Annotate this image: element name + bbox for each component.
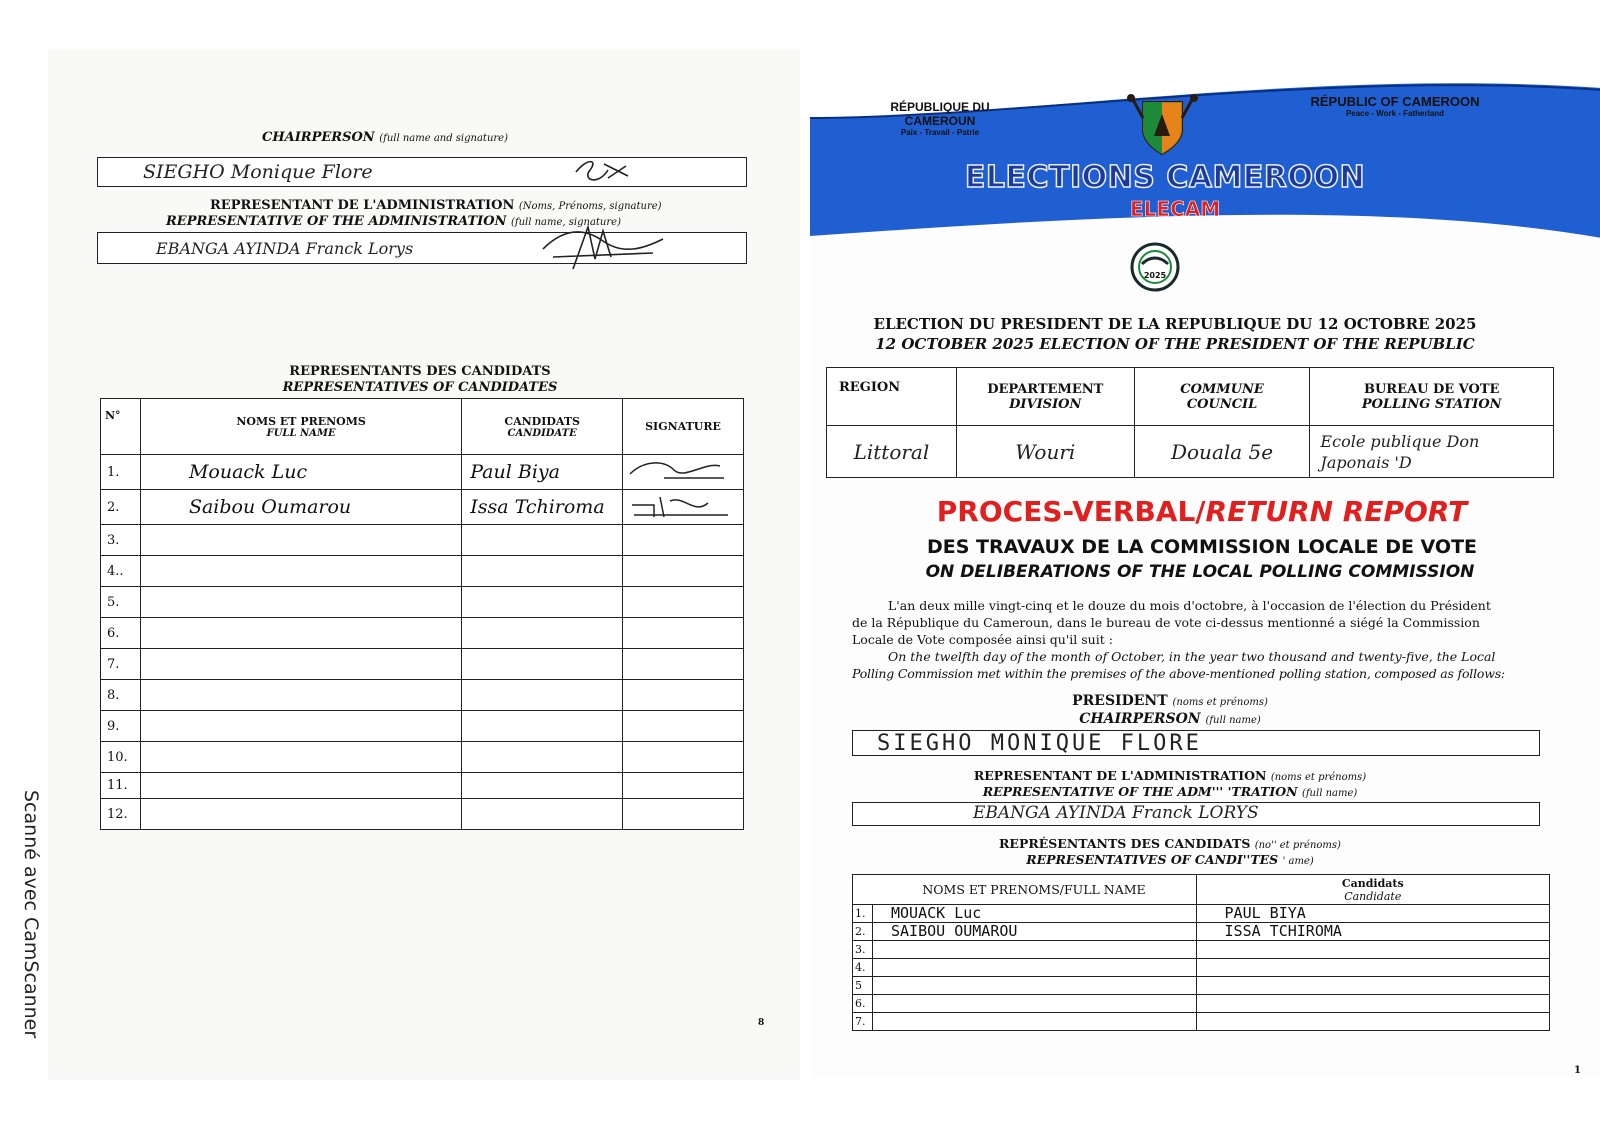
table-row [101,587,744,618]
chairperson-label: CHAIRPERSON (full name) [1079,711,1261,727]
report-title-fr: PROCES-VERBAL/ [936,495,1206,528]
header-right [1300,94,1490,118]
row-candidate[interactable] [1196,1013,1549,1031]
row-signature[interactable] [623,799,744,830]
header-left-motto: Paix - Travail - Patrie [900,128,980,137]
row-number: 5 [853,977,873,995]
header-right-motto: Peace - Work - Fatherland [1345,109,1445,118]
table-row [101,742,744,773]
row-signature[interactable] [623,711,744,742]
left-page-number: 8 [758,1018,765,1028]
table-row [101,773,744,799]
row-candidate[interactable]: Paul Biya [462,455,623,490]
org-name: ELECTIONS CAMEROON [964,160,1366,195]
col-candidates-header [462,399,623,455]
row-number: 8. [101,680,141,711]
division-label: DIVISION [1009,396,1082,412]
election-seal-icon [1120,242,1190,292]
left-admin-label-fr: REPRESENTANT DE L'ADMINISTRATION (Noms, Prénoms, signature) [210,198,662,213]
departement-label: DEPARTEMENT [987,381,1104,397]
row-number: 9. [101,711,141,742]
col-names-fr: NOMS ET PRENOMS [236,414,366,428]
commune-label: COMMUNE [1180,381,1264,397]
right-admin-field[interactable] [852,802,1540,826]
row-signature[interactable] [623,680,744,711]
row-signature[interactable] [623,742,744,773]
row-candidate[interactable] [462,742,623,773]
table-row [853,995,1550,1013]
row-signature[interactable] [623,587,744,618]
row-full-name[interactable] [872,959,1196,977]
polling-station-label: POLLING STATION [1361,396,1502,412]
row-candidate[interactable]: Issa Tchiroma [462,490,623,525]
row-number: 4. [853,959,873,977]
row-candidate[interactable] [1196,959,1549,977]
row-number: 3. [853,941,873,959]
commune-header [1134,368,1310,426]
bureau-value[interactable] [1310,426,1554,478]
left-reps-title-fr: REPRESENTANTS DES CANDIDATS [289,364,551,379]
intro-fr-3: Locale de Vote composée ainsi qu'il suit : [852,632,1113,647]
row-signature[interactable] [623,455,744,490]
right-admin-label-en: REPRESENTATIVE OF THE ADM''' 'TRATION (full name) [982,784,1358,799]
table-row [853,923,1550,941]
left-admin-label-en: REPRESENTATIVE OF THE ADMINISTRATION (full name, signature) [166,214,621,229]
intro-en-1: On the twelfth day of the month of October, in the year two thousand and twenty-five, the Local [888,649,1496,664]
representative-signature-icon [624,456,734,484]
row-signature[interactable] [623,525,744,556]
table-row [853,941,1550,959]
col-candidates-en: CANDIDATE [507,427,577,439]
right-reps-candidates-fr: Candidats [1341,876,1404,890]
row-full-name[interactable] [140,649,461,680]
table-row [853,977,1550,995]
commune-value[interactable]: Douala 5e [1134,426,1310,478]
row-number: 1. [101,455,141,490]
admin-signature-icon [533,219,673,281]
row-signature[interactable] [623,556,744,587]
table-row [101,799,744,830]
report-title-en: RETURN REPORT [1205,495,1468,528]
bureau-label: BUREAU DE VOTE [1363,381,1500,397]
row-candidate[interactable] [462,799,623,830]
right-reps-candidates-header [1196,875,1549,905]
row-number: 11. [101,773,141,799]
row-full-name[interactable] [872,1013,1196,1031]
row-candidate[interactable] [1196,977,1549,995]
president-label: PRESIDENT (noms et prénoms) [1072,693,1268,709]
scanner-watermark: Scanné avec CamScanner [20,790,42,1039]
row-number: 2. [101,490,141,525]
row-number: 2. [853,923,873,941]
election-title-fr: ELECTION DU PRESIDENT DE LA REPUBLIQUE DU 12 OCTOBRE 2025 [873,315,1477,333]
intro-fr-2: de la République du Cameroun, dans le bureau de vote ci-dessus mentionné a siégé la Commission [852,615,1480,630]
row-number: 1. [853,905,873,923]
table-row [101,525,744,556]
right-reps-corner [853,875,873,905]
row-full-name[interactable]: SAIBOU OUMAROU [872,923,1196,941]
row-number: 12. [101,799,141,830]
table-row [853,959,1550,977]
row-full-name[interactable] [140,773,461,799]
row-full-name[interactable]: Mouack Luc [140,455,461,490]
right-reps-names-header: NOMS ET PRENOMS/FULL NAME [872,875,1196,905]
row-number: 3. [101,525,141,556]
row-signature[interactable] [623,649,744,680]
row-full-name[interactable] [872,941,1196,959]
region-value[interactable]: Littoral [827,426,957,478]
intro-fr-1: L'an deux mille vingt-cinq et le douze du mois d'octobre, à l'occasion de l'élection du Président [888,598,1491,613]
left-reps-title-en: REPRESENTATIVES OF CANDIDATES [282,380,558,395]
region-header: REGION [827,368,957,426]
row-number: 10. [101,742,141,773]
right-reps-table [852,874,1550,1031]
subtitle-en: ON DELIBERATIONS OF THE LOCAL POLLING COMMISSION [925,562,1475,582]
table-row [101,711,744,742]
left-chairperson-value: SIEGHO Monique Flore [143,161,373,183]
row-candidate[interactable] [462,618,623,649]
table-row [101,556,744,587]
row-number: 7. [101,649,141,680]
row-candidate[interactable] [462,525,623,556]
row-full-name[interactable] [140,680,461,711]
row-number: 4.. [101,556,141,587]
chairperson-signature-icon [568,152,638,192]
row-signature[interactable] [623,490,744,525]
row-full-name[interactable] [140,618,461,649]
seal-year: 2025 [1143,271,1167,280]
row-full-name[interactable] [140,556,461,587]
left-admin-field[interactable] [97,232,747,264]
row-signature[interactable] [623,618,744,649]
row-candidate[interactable] [462,711,623,742]
right-reps-candidates-en: Candidate [1344,889,1402,903]
col-signature-header: SIGNATURE [623,399,744,455]
departement-header [956,368,1134,426]
table-row [101,490,744,525]
col-candidates-fr: CANDIDATS [504,414,580,428]
header-left [855,100,1025,137]
col-names-en: FULL NAME [266,427,336,439]
right-page-number: 1 [1574,1065,1581,1076]
president-value: SIEGHO MONIQUE FLORE [877,731,1202,756]
row-candidate[interactable] [462,587,623,618]
right-admin-label-fr: REPRESENTANT DE L'ADMINISTRATION (noms et prénoms) [973,768,1367,783]
row-candidate[interactable] [1196,941,1549,959]
header-right-country: RÉPUBLIC OF CAMEROON [1310,94,1480,109]
report-title [862,495,1542,528]
bureau-header [1310,368,1554,426]
left-admin-value: EBANGA AYINDA Franck Lorys [156,239,414,258]
left-reps-table [100,398,744,830]
row-candidate[interactable] [462,773,623,799]
table-row [853,905,1550,923]
table-row [101,455,744,490]
bureau-value-line1: Ecole publique Don [1320,431,1480,451]
row-candidate[interactable]: ISSA TCHIROMA [1196,923,1549,941]
row-full-name[interactable] [140,525,461,556]
bureau-value-line2: Japonais 'D [1320,452,1412,472]
table-row [101,618,744,649]
intro-en-2: Polling Commission met within the premises of the above-mentioned polling station, composed as follows: [852,666,1505,681]
row-number: 5. [101,587,141,618]
table-row [101,649,744,680]
row-candidate[interactable] [1196,995,1549,1013]
left-chairperson-label: CHAIRPERSON (full name and signature) [262,130,508,145]
table-row [101,680,744,711]
subtitle-fr: DES TRAVAUX DE LA COMMISSION LOCALE DE VOTE [926,536,1478,558]
row-number: 6. [853,995,873,1013]
row-number: 6. [101,618,141,649]
col-names-header [140,399,461,455]
right-admin-value: EBANGA AYINDA Franck LORYS [973,803,1259,823]
row-full-name[interactable]: Saibou Oumarou [140,490,461,525]
coat-of-arms-icon [1125,92,1200,158]
left-chairperson-field[interactable] [97,157,747,187]
row-number: 7. [853,1013,873,1031]
row-candidate[interactable]: PAUL BIYA [1196,905,1549,923]
row-full-name[interactable] [872,977,1196,995]
right-reps-label-en: REPRESENTATIVES OF CANDI''TES ' ame) [1026,852,1314,867]
row-full-name[interactable]: MOUACK Luc [872,905,1196,923]
row-full-name[interactable] [872,995,1196,1013]
intro-paragraph [852,597,1552,682]
row-full-name[interactable] [140,742,461,773]
table-row [853,1013,1550,1031]
departement-value[interactable]: Wouri [956,426,1134,478]
row-candidate[interactable] [462,649,623,680]
president-field[interactable] [852,730,1540,756]
row-signature[interactable] [623,773,744,799]
row-candidate[interactable] [462,680,623,711]
right-reps-label-fr: REPRÉSENTANTS DES CANDIDATS (no'' et prénoms) [999,836,1341,851]
header-left-country: RÉPUBLIQUE DU CAMEROUN [890,100,990,128]
row-full-name[interactable] [140,799,461,830]
col-num-header: N° [101,399,141,455]
row-full-name[interactable] [140,711,461,742]
election-title-en: 12 OCTOBER 2025 ELECTION OF THE PRESIDENT OF THE REPUBLIC [875,335,1475,353]
row-full-name[interactable] [140,587,461,618]
council-label: COUNCIL [1186,396,1258,412]
row-candidate[interactable] [462,556,623,587]
location-table [826,367,1554,478]
representative-signature-icon [624,491,734,519]
org-acronym: ELECAM [1130,197,1221,221]
